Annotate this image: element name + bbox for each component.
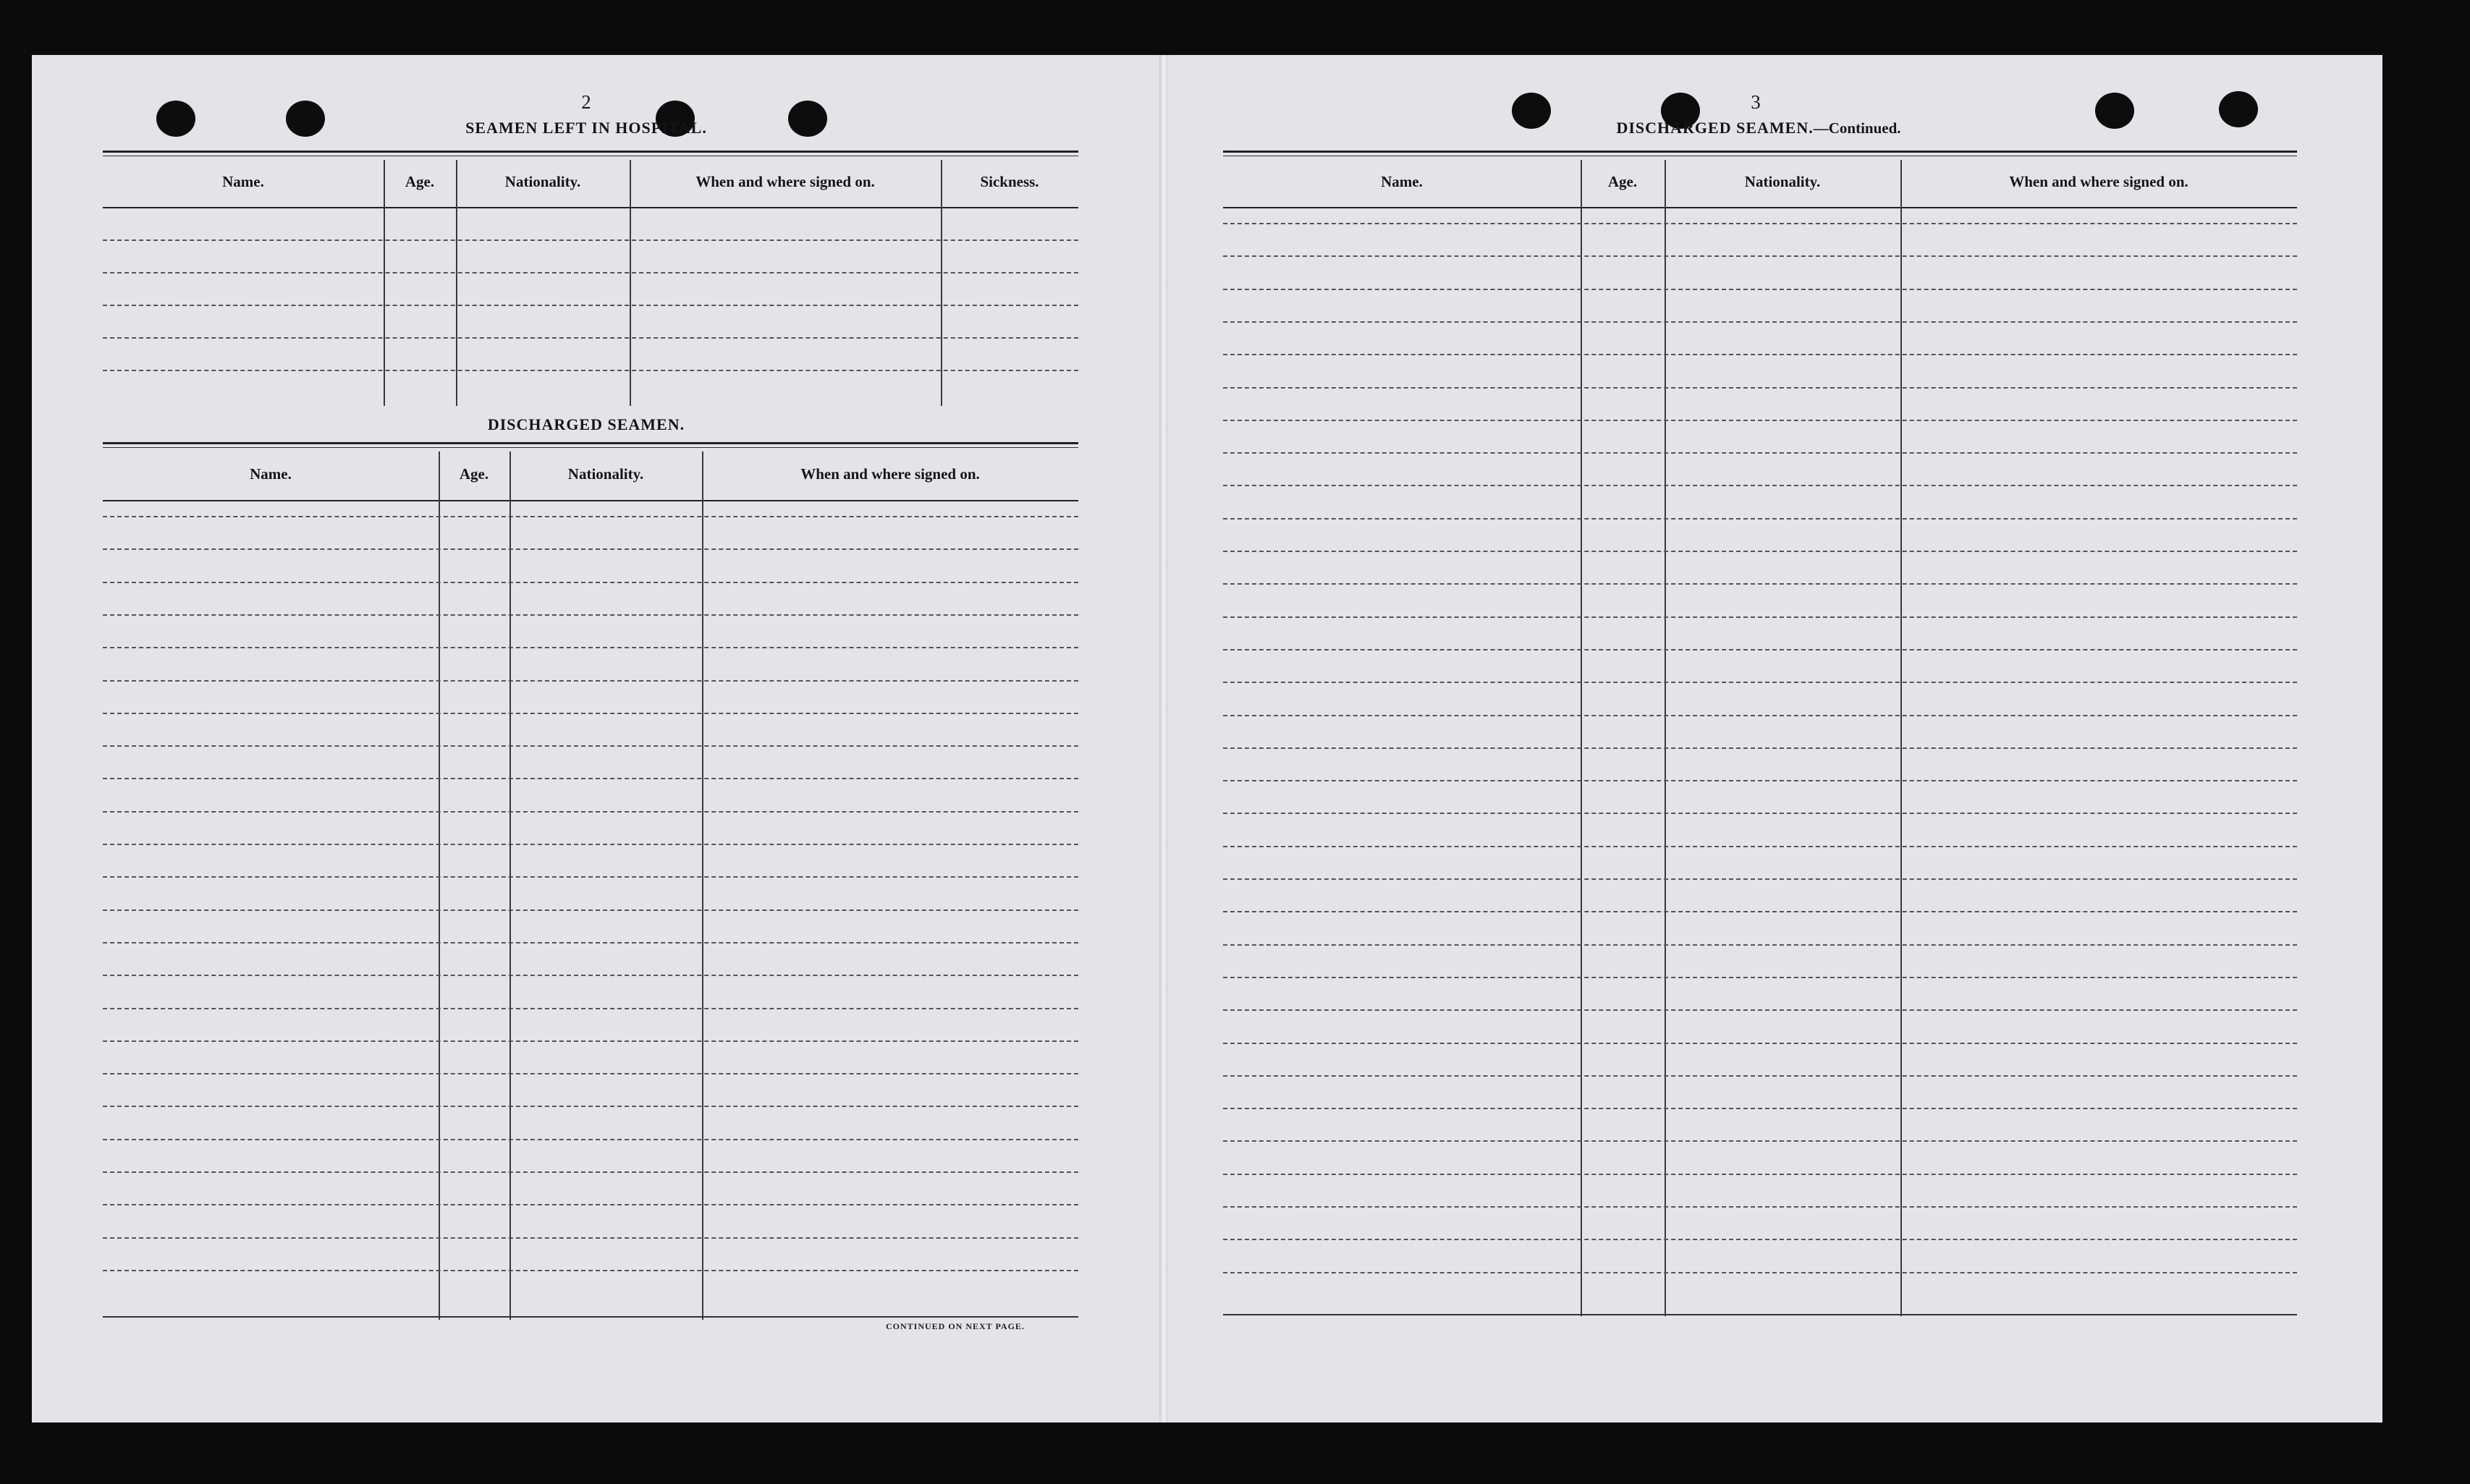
left-page-number: 2: [581, 91, 591, 113]
entry-line[interactable]: [1223, 1043, 2297, 1044]
entry-line[interactable]: [103, 614, 1078, 616]
punch-hole: [2095, 93, 2134, 129]
discharged-rows-left: [103, 500, 1078, 1318]
col-nationality-header: Nationality.: [504, 172, 581, 190]
punch-hole: [788, 101, 827, 137]
entry-line[interactable]: [1223, 878, 2297, 880]
entry-line[interactable]: [103, 1204, 1078, 1205]
entry-line[interactable]: [103, 975, 1078, 976]
discharged-continued-header: [1223, 156, 2297, 208]
entry-line[interactable]: [1223, 354, 2297, 355]
col-signed-on-header: When and where signed on.: [800, 465, 980, 483]
col-signed-on-header: When and where signed on.: [695, 172, 875, 190]
entry-line[interactable]: [1223, 583, 2297, 585]
entry-line[interactable]: [1223, 420, 2297, 421]
entry-line[interactable]: [1223, 649, 2297, 650]
entry-line[interactable]: [103, 713, 1078, 714]
punch-hole: [156, 101, 195, 137]
hospital-section-title: SEAMEN LEFT IN HOSPITAL.: [465, 119, 707, 137]
col-age-header: Age.: [405, 172, 435, 190]
entry-line[interactable]: [1223, 1174, 2297, 1175]
entry-line[interactable]: [103, 1237, 1078, 1239]
entry-line[interactable]: [1223, 289, 2297, 290]
entry-line[interactable]: [103, 1139, 1078, 1140]
entry-line[interactable]: [1223, 846, 2297, 847]
punch-hole: [2219, 91, 2258, 127]
discharged-rows-right: [1223, 207, 2297, 1314]
discharged-continued-title: [1505, 119, 2012, 137]
discharged-continued-title-main: DISCHARGED SEAMEN.: [1616, 119, 1814, 137]
entry-line[interactable]: [1223, 682, 2297, 683]
right-page-number: 3: [1751, 91, 1761, 113]
entry-line[interactable]: [1223, 518, 2297, 520]
discharged-table-header: [103, 448, 1078, 501]
col-name-header: Name.: [222, 172, 264, 190]
discharged-table-right: [1223, 150, 2297, 1317]
entry-line[interactable]: [103, 647, 1078, 648]
hospital-rows: [103, 207, 1078, 406]
entry-line[interactable]: [1223, 1009, 2297, 1011]
entry-line[interactable]: [1223, 1140, 2297, 1142]
entry-line[interactable]: [103, 370, 1078, 371]
entry-line[interactable]: [103, 1008, 1078, 1009]
entry-line[interactable]: [1223, 485, 2297, 486]
entry-line[interactable]: [1223, 1239, 2297, 1240]
entry-line[interactable]: [1223, 223, 2297, 224]
entry-line[interactable]: [103, 680, 1078, 682]
col-age-header: Age.: [1607, 172, 1638, 190]
entry-line[interactable]: [1223, 911, 2297, 912]
entry-line[interactable]: [103, 1040, 1078, 1042]
entry-line[interactable]: [103, 910, 1078, 911]
table-bottom-rule: [103, 1316, 1078, 1318]
entry-line[interactable]: [1223, 813, 2297, 814]
entry-line[interactable]: [103, 548, 1078, 550]
entry-line[interactable]: [103, 1171, 1078, 1173]
entry-line[interactable]: [103, 778, 1078, 779]
entry-line[interactable]: [1223, 387, 2297, 389]
col-name-header: Name.: [1381, 172, 1423, 190]
col-nationality-header: Nationality.: [1744, 172, 1821, 190]
entry-line[interactable]: [103, 1073, 1078, 1074]
entry-line[interactable]: [103, 1270, 1078, 1271]
entry-line[interactable]: [103, 1106, 1078, 1107]
table-bottom-rule: [1223, 1314, 2297, 1315]
entry-line[interactable]: [1223, 452, 2297, 454]
entry-line[interactable]: [1223, 321, 2297, 323]
entry-line[interactable]: [103, 844, 1078, 845]
entry-line[interactable]: [103, 811, 1078, 813]
discharged-table-left: [103, 442, 1078, 1319]
col-nationality-header: Nationality.: [567, 465, 644, 483]
entry-line[interactable]: [103, 876, 1078, 878]
entry-line[interactable]: [1223, 780, 2297, 781]
col-sickness-header: Sickness.: [980, 172, 1039, 190]
entry-line[interactable]: [1223, 1272, 2297, 1273]
entry-line[interactable]: [103, 582, 1078, 583]
entry-line[interactable]: [1223, 551, 2297, 552]
entry-line[interactable]: [103, 745, 1078, 747]
entry-line[interactable]: [1223, 1206, 2297, 1208]
entry-line[interactable]: [103, 337, 1078, 339]
entry-line[interactable]: [1223, 1075, 2297, 1077]
entry-line[interactable]: [103, 272, 1078, 274]
entry-line[interactable]: [103, 942, 1078, 944]
entry-line[interactable]: [1223, 944, 2297, 946]
punch-hole: [286, 101, 325, 137]
entry-line[interactable]: [1223, 747, 2297, 749]
discharged-section-title: DISCHARGED SEAMEN.: [487, 415, 685, 433]
col-name-header: Name.: [250, 465, 292, 483]
entry-line[interactable]: [103, 239, 1078, 241]
col-age-header: Age.: [459, 465, 489, 483]
hospital-table-header: [103, 156, 1078, 208]
continued-note: CONTINUED ON NEXT PAGE.: [886, 1321, 1025, 1331]
discharged-continued-title-suffix: —Continued.: [1813, 119, 1901, 137]
entry-line[interactable]: [1223, 715, 2297, 716]
entry-line[interactable]: [1223, 977, 2297, 978]
entry-line[interactable]: [103, 516, 1078, 517]
col-signed-on-header: When and where signed on.: [2009, 172, 2188, 190]
entry-line[interactable]: [103, 305, 1078, 306]
entry-line[interactable]: [1223, 1108, 2297, 1109]
hospital-table: [103, 150, 1078, 407]
entry-line[interactable]: [1223, 255, 2297, 257]
page-gutter: [1159, 55, 1168, 1422]
entry-line[interactable]: [1223, 616, 2297, 618]
